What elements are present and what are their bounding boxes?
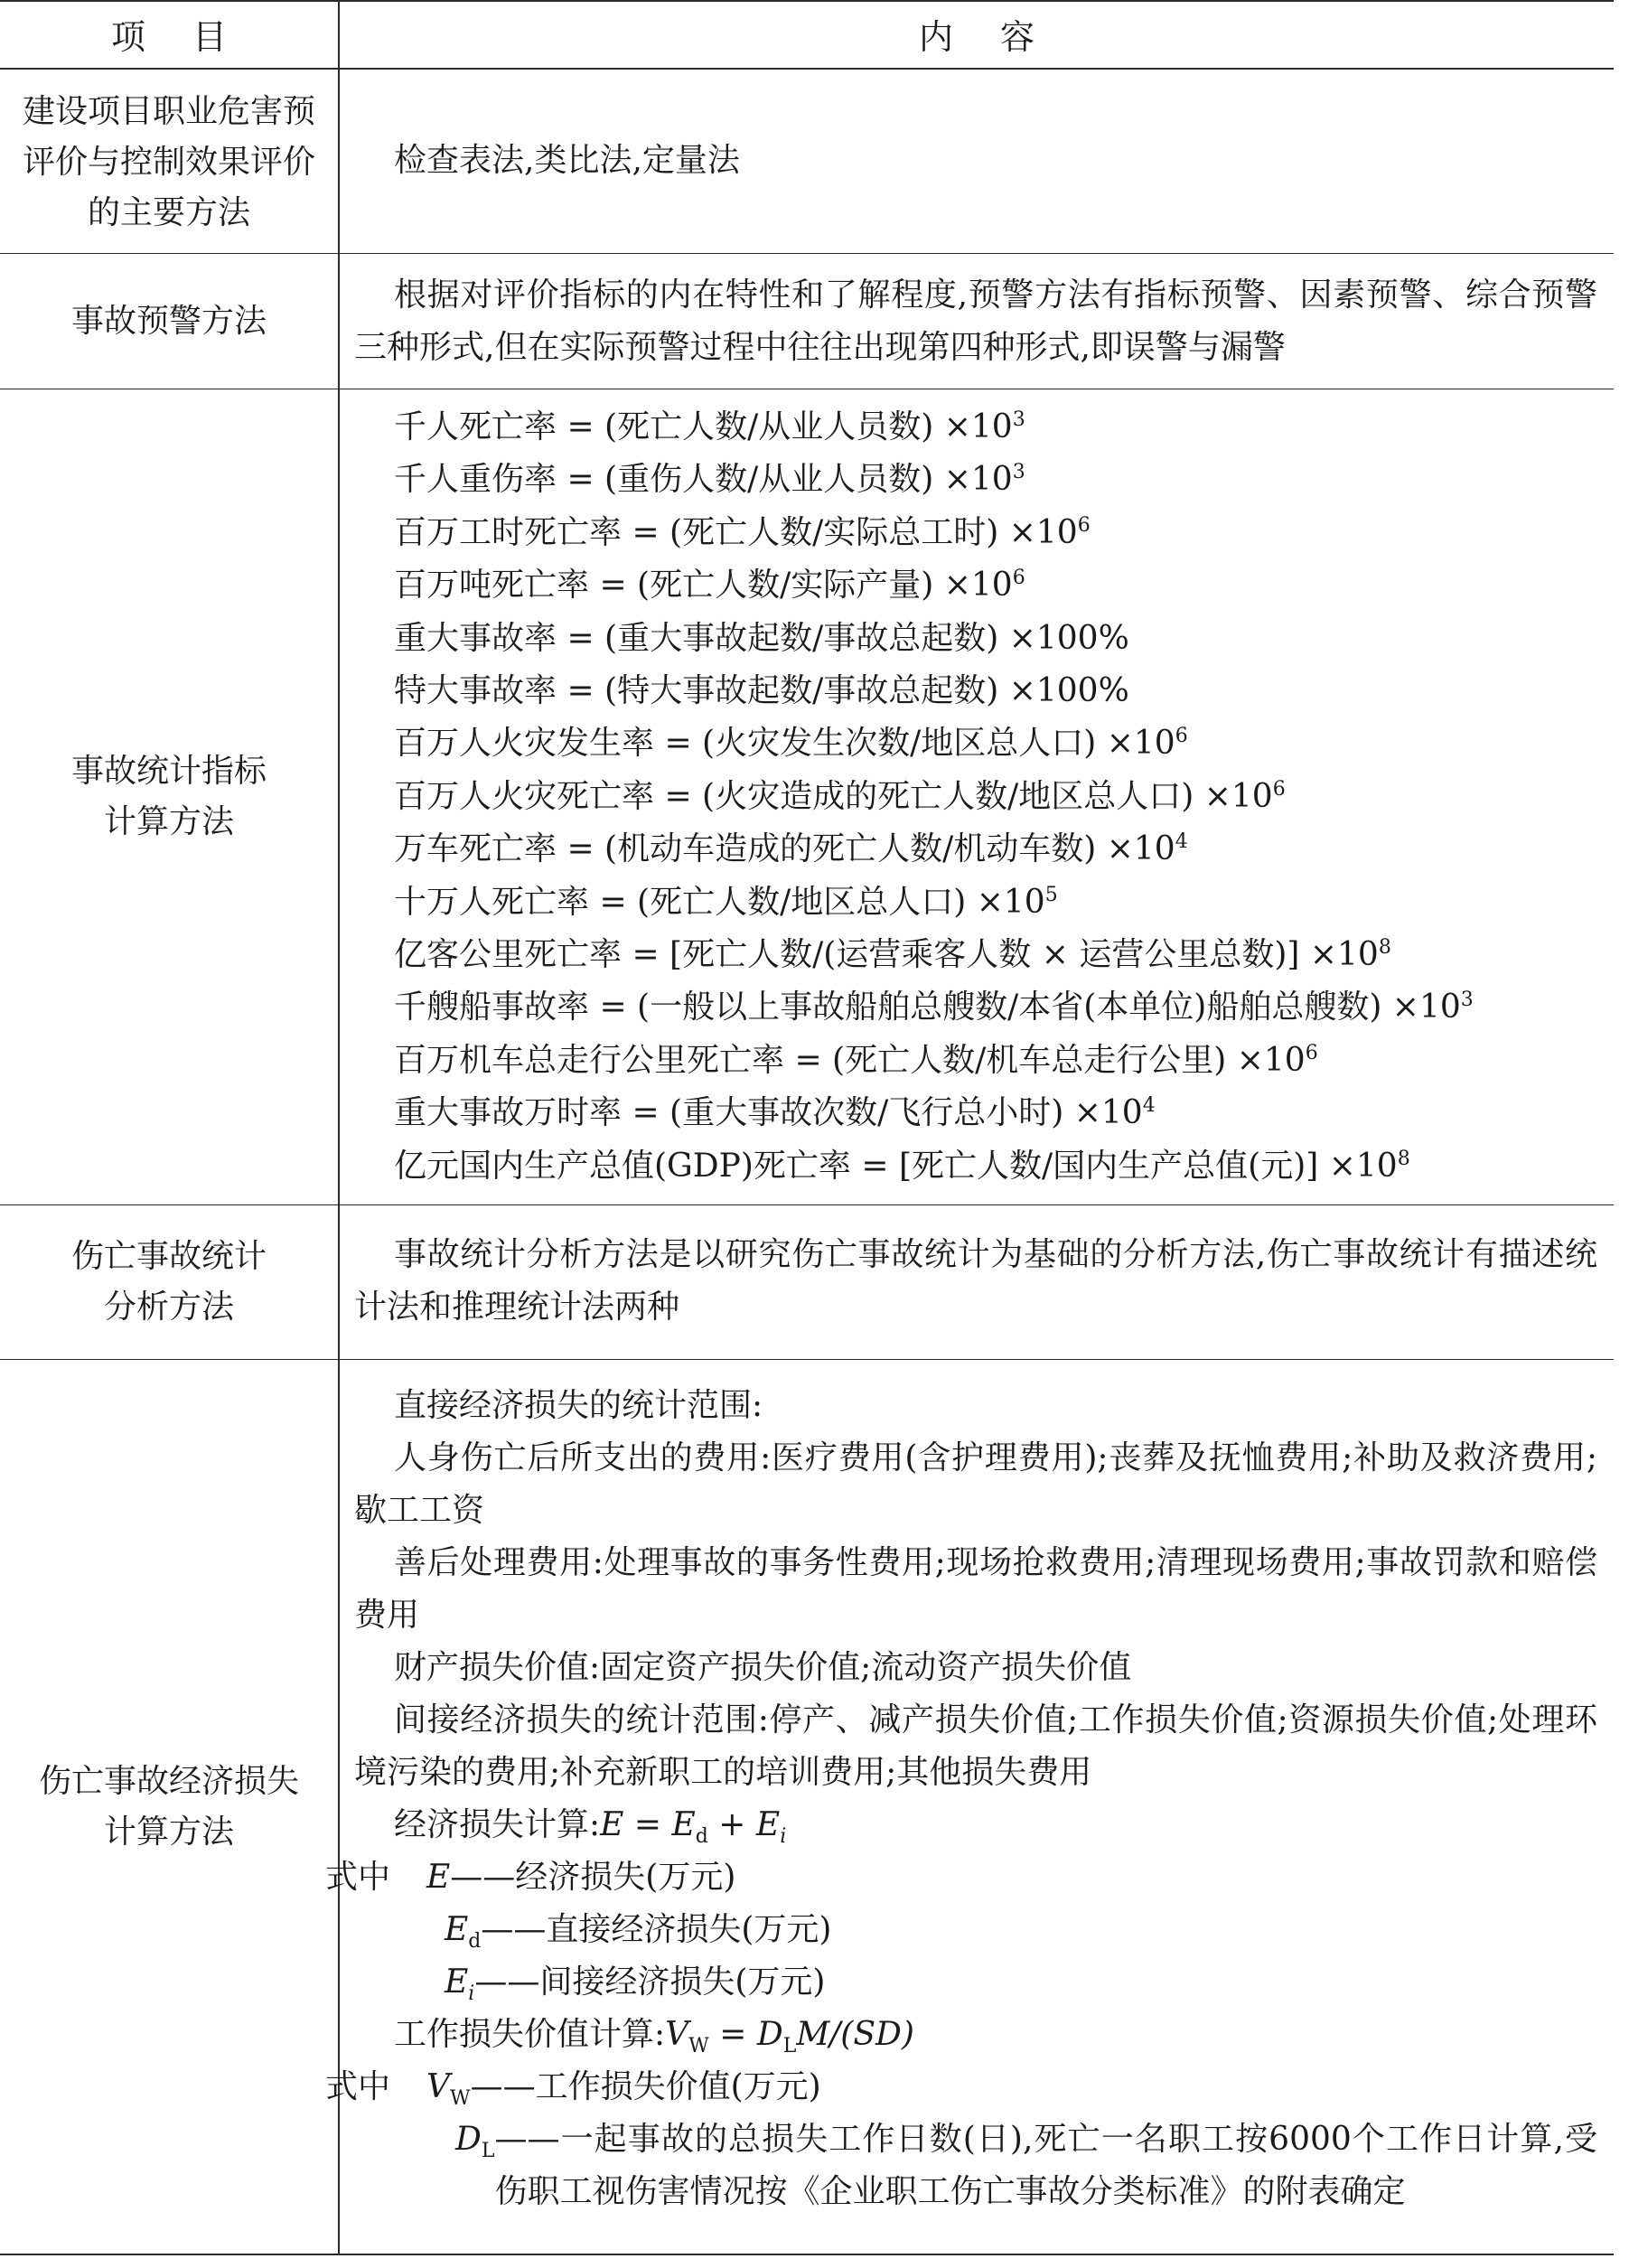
- formula-line: 十万人死亡率 = (死亡人数/地区总人口) $\times 10^5$: [394, 883, 1058, 921]
- work-loss-formula: 工作损失价值计算$:V_W = D_LM/(SD)$: [394, 2016, 914, 2058]
- formula-line: 百万人火灾发生率 = (火灾发生次数/地区总人口) $\times 10^6$: [394, 725, 1188, 763]
- header-divider: [0, 68, 1614, 70]
- formula-line: 百万工时死亡率 = (死亡人数/实际总工时) $\times 10^6$: [394, 513, 1091, 551]
- formula-line: 百万机车总走行公里死亡率 = (死亡人数/机车总走行公里) $\times 10^6$: [394, 1041, 1318, 1079]
- formula-line: 亿客公里死亡率 = [死亡人数/(运营乘客人数 × 运营公里总数)] $\times 10^8$: [394, 936, 1391, 974]
- formula-line: 百万人火灾死亡率 = (火灾造成的死亡人数/地区总人口) $\times 10^6$: [394, 777, 1286, 815]
- formula-line: 亿元国内生产总值(GDP)死亡率 = [死亡人数/国内生产总值(元)] $\times 10^8$: [394, 1147, 1410, 1185]
- economic-loss-formula: 经济损失计算:E = $E_d + E_i$: [394, 1806, 787, 1849]
- paragraph: 直接经济损失的统计范围:: [394, 1387, 763, 1424]
- row-label-statistical-indicators: 事故统计指标 计算方法: [70, 753, 267, 840]
- row-label-warning-methods: 事故预警方法: [70, 302, 267, 340]
- formula-line: 特大事故率 = (特大事故起数/事故总起数) ×100%: [394, 672, 1129, 710]
- definition-line: 式中 $V_W——$工作损失价值(万元): [325, 2068, 821, 2111]
- row-label-economic-loss: 伤亡事故经济损失 计算方法: [38, 1763, 299, 1851]
- formula-line: 千人重伤率 = (重伤人数/从业人员数) $\times 10^3$: [394, 461, 1025, 499]
- row-content-economic-loss: [325, 1380, 1597, 2218]
- formula-list: [354, 401, 1597, 1193]
- row-label-assessment-methods: 建设项目职业危害预 评价与控制效果评价 的主要方法: [22, 93, 315, 231]
- definition-line: $D_L$ ——一起事故的总损失工作日数(日),死亡一名职工按6000个工作日计算,受伤职工视伤害情况按《企业职工伤亡事故分类标准》的附表确定: [455, 2121, 1597, 2210]
- formula-line: 重大事故率 = (重大事故起数/事故总起数) ×100%: [394, 619, 1129, 657]
- row-content-warning-methods: 根据对评价指标的内在特性和了解程度,预警方法有指标预警、因素预警、综合预警三种形式,但在实际预警过程中往往出现第四种形式,即误警与漏警: [354, 276, 1597, 366]
- paragraph: 间接经济损失的统计范围:停产、减产损失价值;工作损失价值;资源损失价值;处理环境污染的费用;补充新职工的培训费用;其他损失费用: [354, 1701, 1597, 1791]
- row-content-assessment-methods: 检查表法,类比法,定量法: [394, 142, 740, 179]
- definition-line: $E_d——$直接经济损失(万元): [445, 1911, 832, 1954]
- row-label-statistical-analysis: 伤亡事故统计 分析方法: [70, 1238, 267, 1326]
- formula-line: 千人死亡率 = (死亡人数/从业人员数) $\times 10^3$: [394, 408, 1025, 445]
- row-content-statistical-analysis: 事故统计分析方法是以研究伤亡事故统计为基础的分析方法,伤亡事故统计有描述统计法和推理统计法两种: [354, 1236, 1597, 1326]
- header-item: 项目: [110, 17, 274, 57]
- paragraph: 人身伤亡后所支出的费用:医疗费用(含护理费用);丧葬及抚恤费用;补助及救济费用;歇工工资: [354, 1439, 1597, 1529]
- paragraph: 善后处理费用:处理事故的事务性费用;现场抢救费用;清理现场费用;事故罚款和赔偿费用: [354, 1544, 1597, 1634]
- definition-line: $E_i——$间接经济损失(万元): [445, 1963, 826, 2006]
- column-divider: [338, 0, 340, 2255]
- formula-line: 千艘船事故率 = (一般以上事故船舶总艘数/本省(本单位)船舶总艘数) $\times 10^3$: [394, 989, 1474, 1026]
- formula-line: 万车死亡率 = (机动车造成的死亡人数/机动车数) $\times 10^4$: [394, 830, 1188, 868]
- header-content: 内容: [918, 17, 1081, 57]
- paragraph: 财产损失价值:固定资产损失价值;流动资产损失价值: [394, 1649, 1132, 1686]
- definition-line: 式中 E——经济损失(万元): [325, 1859, 736, 1896]
- formula-line: 百万吨死亡率 = (死亡人数/实际产量) $\times 10^6$: [394, 567, 1025, 604]
- formula-line: 重大事故万时率 = (重大事故次数/飞行总小时) $\times 10^4$: [394, 1094, 1156, 1132]
